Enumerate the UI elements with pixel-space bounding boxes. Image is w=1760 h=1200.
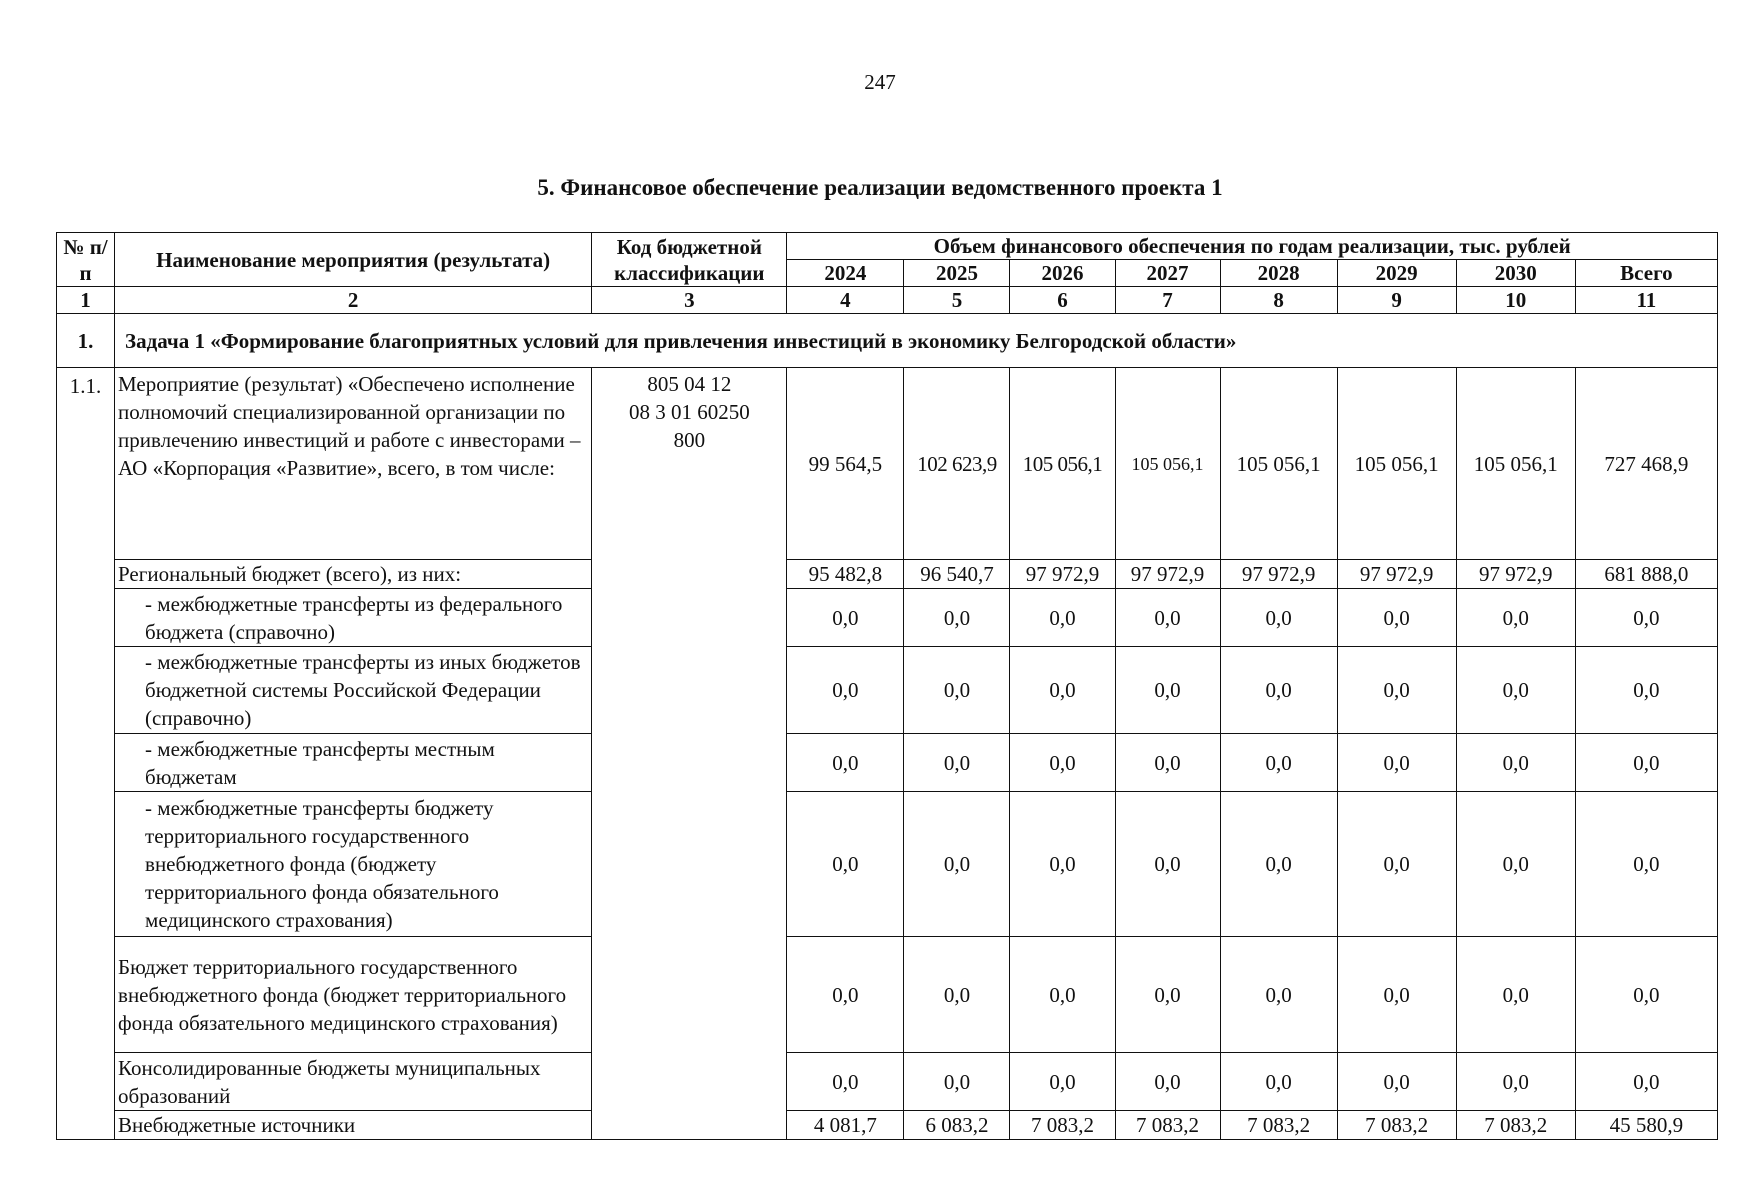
table-row — [57, 792, 1718, 937]
header-year: 2030 — [1456, 260, 1575, 287]
value-cell: 102 623,9 — [904, 368, 1010, 560]
value-cell: 0,0 — [1575, 792, 1717, 937]
index-cell: 5 — [904, 287, 1010, 314]
value-cell: 0,0 — [1456, 647, 1575, 734]
value-cell: 0,0 — [904, 734, 1010, 792]
value-cell: 97 972,9 — [1115, 560, 1220, 589]
value-cell: 0,0 — [1010, 734, 1115, 792]
value-cell: 0,0 — [1337, 734, 1456, 792]
value-cell: 0,0 — [1575, 734, 1717, 792]
value-cell: 4 081,7 — [787, 1111, 904, 1140]
value-cell: 7 083,2 — [1337, 1111, 1456, 1140]
value-cell: 99 564,5 — [787, 368, 904, 560]
section-title: 5. Финансовое обеспечение реализации ведомственного проекта 1 — [537, 175, 1223, 200]
item-number: 1.1. — [57, 368, 115, 1140]
value-cell: 0,0 — [1115, 937, 1220, 1053]
table-row — [57, 1053, 1718, 1111]
value-cell: 0,0 — [1456, 792, 1575, 937]
index-cell: 8 — [1220, 287, 1337, 314]
value-cell: 97 972,9 — [1220, 560, 1337, 589]
row-label: Бюджет территориального государственного внебюджетного фонда (бюджет территориального фонда обязательного медицинского страхования) — [115, 937, 592, 1053]
task-row — [57, 314, 1718, 368]
value-cell: 727 468,9 — [1575, 368, 1717, 560]
index-cell: 3 — [592, 287, 787, 314]
value-cell: 45 580,9 — [1575, 1111, 1717, 1140]
value-cell: 0,0 — [1010, 937, 1115, 1053]
value-cell: 105 056,1 — [1337, 368, 1456, 560]
value-cell: 0,0 — [787, 647, 904, 734]
value-cell: 0,0 — [904, 647, 1010, 734]
task-text: Задача 1 «Формирование благоприятных условий для привлечения инвестиций в экономику Белгородской области» — [115, 314, 1718, 368]
value-cell: 0,0 — [1456, 734, 1575, 792]
value-cell: 0,0 — [1337, 589, 1456, 647]
value-cell: 97 972,9 — [1010, 560, 1115, 589]
value-cell: 0,0 — [1337, 1053, 1456, 1111]
value-cell: 0,0 — [1575, 1053, 1717, 1111]
row-label: - межбюджетные трансферты местным бюджетам — [115, 734, 592, 792]
header-total: Всего — [1575, 260, 1717, 287]
table-row — [57, 368, 1718, 560]
value-cell: 7 083,2 — [1220, 1111, 1337, 1140]
value-cell: 0,0 — [787, 1053, 904, 1111]
row-label: - межбюджетные трансферты из федерального бюджета (справочно) — [115, 589, 592, 647]
value-cell: 105 056,1 — [1456, 368, 1575, 560]
value-cell: 0,0 — [1010, 792, 1115, 937]
value-cell: 7 083,2 — [1010, 1111, 1115, 1140]
value-cell: 0,0 — [1337, 792, 1456, 937]
header-index-row — [57, 287, 1718, 314]
value-cell: 0,0 — [1337, 647, 1456, 734]
value-cell: 96 540,7 — [904, 560, 1010, 589]
value-cell: 105 056,1 — [1220, 368, 1337, 560]
header-year: 2025 — [904, 260, 1010, 287]
value-cell: 0,0 — [1337, 937, 1456, 1053]
index-cell: 11 — [1575, 287, 1717, 314]
value-cell: 7 083,2 — [1456, 1111, 1575, 1140]
value-cell: 0,0 — [1115, 647, 1220, 734]
value-cell: 0,0 — [1220, 792, 1337, 937]
value-cell: 0,0 — [1220, 734, 1337, 792]
value-cell: 7 083,2 — [1115, 1111, 1220, 1140]
table-row — [57, 560, 1718, 589]
index-cell: 7 — [1115, 287, 1220, 314]
row-label: Региональный бюджет (всего), из них: — [115, 560, 592, 589]
value-cell: 97 972,9 — [1456, 560, 1575, 589]
header-code: Код бюджетной классификации — [592, 233, 787, 287]
value-cell: 681 888,0 — [1575, 560, 1717, 589]
value-cell: 0,0 — [1220, 589, 1337, 647]
financing-table — [56, 232, 1718, 1140]
value-cell: 0,0 — [904, 1053, 1010, 1111]
header-year: 2026 — [1010, 260, 1115, 287]
row-label: - межбюджетные трансферты бюджету территориального государственного внебюджетного фонда (бюджету территориального фонда обязательного медицинского страхования) — [115, 792, 592, 937]
value-cell: 0,0 — [904, 937, 1010, 1053]
index-cell: 9 — [1337, 287, 1456, 314]
value-cell: 0,0 — [787, 937, 904, 1053]
value-cell: 0,0 — [1575, 937, 1717, 1053]
header-year: 2027 — [1115, 260, 1220, 287]
header-number: № п/п — [57, 233, 115, 287]
value-cell: 105 056,1 — [1010, 368, 1115, 560]
value-cell: 95 482,8 — [787, 560, 904, 589]
table-row — [57, 1111, 1718, 1140]
value-cell: 0,0 — [1115, 734, 1220, 792]
table-row — [57, 937, 1718, 1053]
value-cell: 0,0 — [1010, 589, 1115, 647]
index-cell: 1 — [57, 287, 115, 314]
value-cell: 0,0 — [1115, 792, 1220, 937]
row-label: - межбюджетные трансферты из иных бюджетов бюджетной системы Российской Федерации (справочно) — [115, 647, 592, 734]
table-row — [57, 734, 1718, 792]
header-year: 2024 — [787, 260, 904, 287]
header-volume: Объем финансового обеспечения по годам реализации, тыс. рублей — [787, 233, 1718, 260]
value-cell: 0,0 — [1456, 589, 1575, 647]
budget-code: 805 04 12 08 3 01 60250 800 — [592, 368, 787, 1140]
value-cell: 0,0 — [1220, 937, 1337, 1053]
value-cell: 0,0 — [1115, 1053, 1220, 1111]
header-name: Наименование мероприятия (результата) — [115, 233, 592, 287]
value-cell: 0,0 — [787, 589, 904, 647]
value-cell: 0,0 — [1220, 1053, 1337, 1111]
page-number: 247 — [864, 70, 896, 94]
table-row — [57, 647, 1718, 734]
index-cell: 4 — [787, 287, 904, 314]
value-cell: 0,0 — [1456, 1053, 1575, 1111]
value-cell: 0,0 — [787, 792, 904, 937]
value-cell: 0,0 — [1575, 589, 1717, 647]
row-label: Консолидированные бюджеты муниципальных образований — [115, 1053, 592, 1111]
row-label: Внебюджетные источники — [115, 1111, 592, 1140]
value-cell: 0,0 — [904, 792, 1010, 937]
header-year: 2028 — [1220, 260, 1337, 287]
index-cell: 6 — [1010, 287, 1115, 314]
task-number: 1. — [57, 314, 115, 368]
value-cell: 105 056,1 — [1115, 368, 1220, 560]
index-cell: 10 — [1456, 287, 1575, 314]
header-row-1 — [57, 233, 1718, 260]
value-cell: 0,0 — [1010, 1053, 1115, 1111]
value-cell: 0,0 — [904, 589, 1010, 647]
value-cell: 6 083,2 — [904, 1111, 1010, 1140]
index-cell: 2 — [115, 287, 592, 314]
table-row — [57, 589, 1718, 647]
header-year: 2029 — [1337, 260, 1456, 287]
value-cell: 0,0 — [1456, 937, 1575, 1053]
row-label: Мероприятие (результат) «Обеспечено исполнение полномочий специализированной организации по привлечению инвестиций и работе с инвесторами – АО «Корпорация «Развитие», всего, в том числе: — [115, 368, 592, 560]
value-cell: 97 972,9 — [1337, 560, 1456, 589]
value-cell: 0,0 — [1010, 647, 1115, 734]
value-cell: 0,0 — [787, 734, 904, 792]
value-cell: 0,0 — [1115, 589, 1220, 647]
value-cell: 0,0 — [1575, 647, 1717, 734]
value-cell: 0,0 — [1220, 647, 1337, 734]
